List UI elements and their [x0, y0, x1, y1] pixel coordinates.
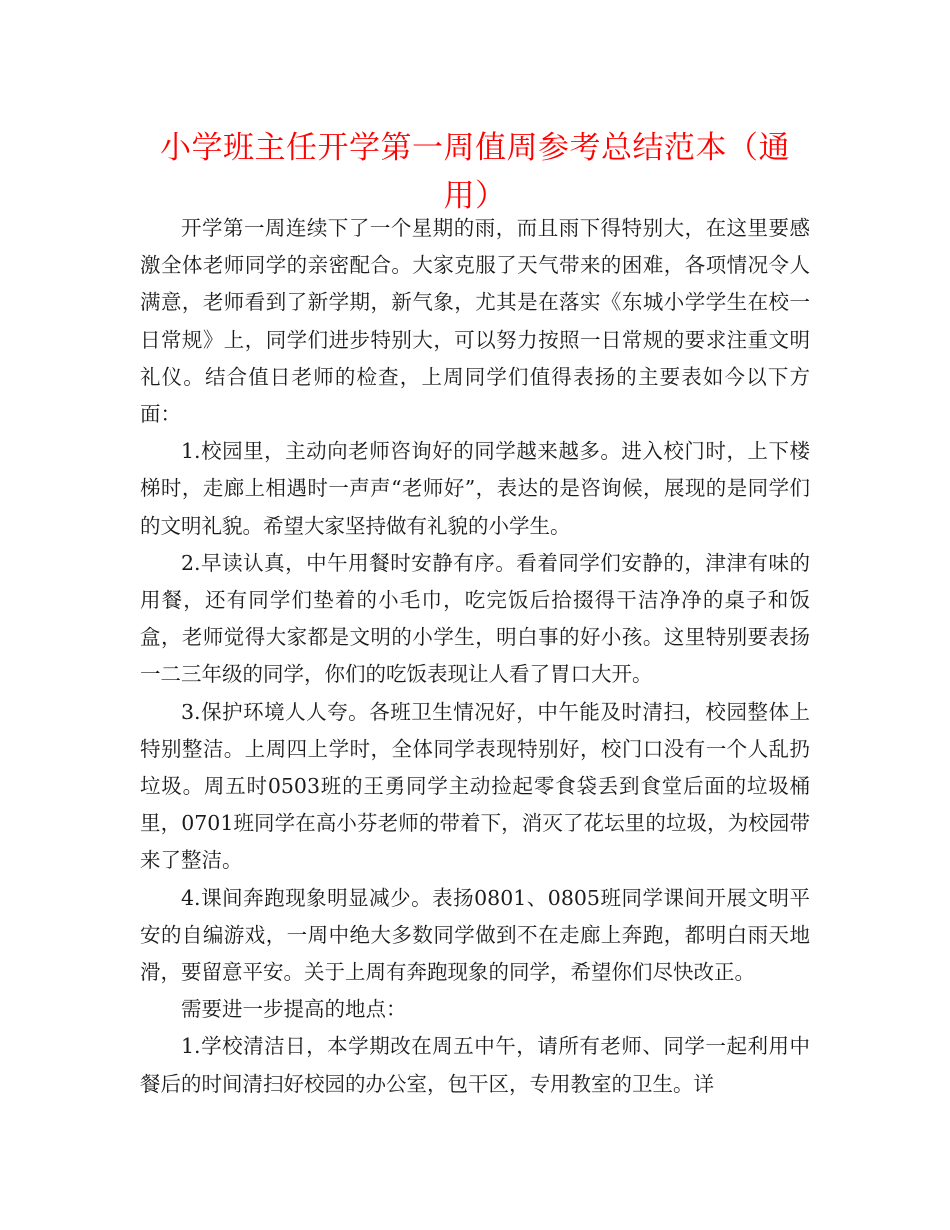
paragraph-item-3: 3.保护环境人人夸。各班卫生情况好，中午能及时清扫，校园整体上特别整洁。上周四上学时，全体同学表现特别好，校门口没有一个人乱扔垃圾。周五时0503班的王勇同学主动捡起零食袋丢到食堂后面的垃圾桶里，0701班同学在高小芬老师的带着下，消灭了花坛里的垃圾，为校园带来了整洁。: [140, 699, 810, 873]
paragraph-intro: 开学第一周连续下了一个星期的雨，而且雨下得特别大，在这里要感激全体老师同学的亲密配合。大家克服了天气带来的困难，各项情况令人满意，老师看到了新学期，新气象，尤其是在落实《东城小学学生在校一日常规》上，同学们进步特别大，可以努力按照一日常规的要求注重文明礼仪。结合值日老师的检查，上周同学们值得表扬的主要表如今以下方面：: [140, 216, 810, 427]
document-body: [140, 210, 810, 1103]
document-title: 小学班主任开学第一周值周参考总结范本（通用）: [160, 130, 790, 214]
paragraph-item-1: 1.校园里，主动向老师咨询好的同学越来越多。进入校门时，上下楼梯时，走廊上相遇时一声声“老师好”，表达的是咨询候，展现的是同学们的文明礼貌。希望大家坚持做有礼貌的小学生。: [140, 439, 810, 538]
paragraph-improve-heading: 需要进一步提高的地点：: [181, 997, 407, 1022]
paragraph-improve-item-1: 1.学校清洁日，本学期改在周五中午，请所有老师、同学一起利用中餐后的时间清扫好校园的办公室，包干区，专用教室的卫生。详: [140, 1034, 810, 1096]
paragraph-item-2: 2.早读认真，中午用餐时安静有序。看着同学们安静的，津津有味的用餐，还有同学们垫着的小毛巾，吃完饭后拾掇得干洁净净的桌子和饭盒，老师觉得大家都是文明的小学生，明白事的好小孩。这里特别要表扬一二三年级的同学，你们的吃饭表现让人看了胃口大开。: [140, 550, 810, 687]
paragraph-item-4: 4.课间奔跑现象明显减少。表扬0801、0805班同学课间开展文明平安的自编游戏，一周中绝大多数同学做到不在走廊上奔跑，都明白雨天地滑，要留意平安。关于上周有奔跑现象的同学，希望你们尽快改正。: [140, 885, 810, 985]
